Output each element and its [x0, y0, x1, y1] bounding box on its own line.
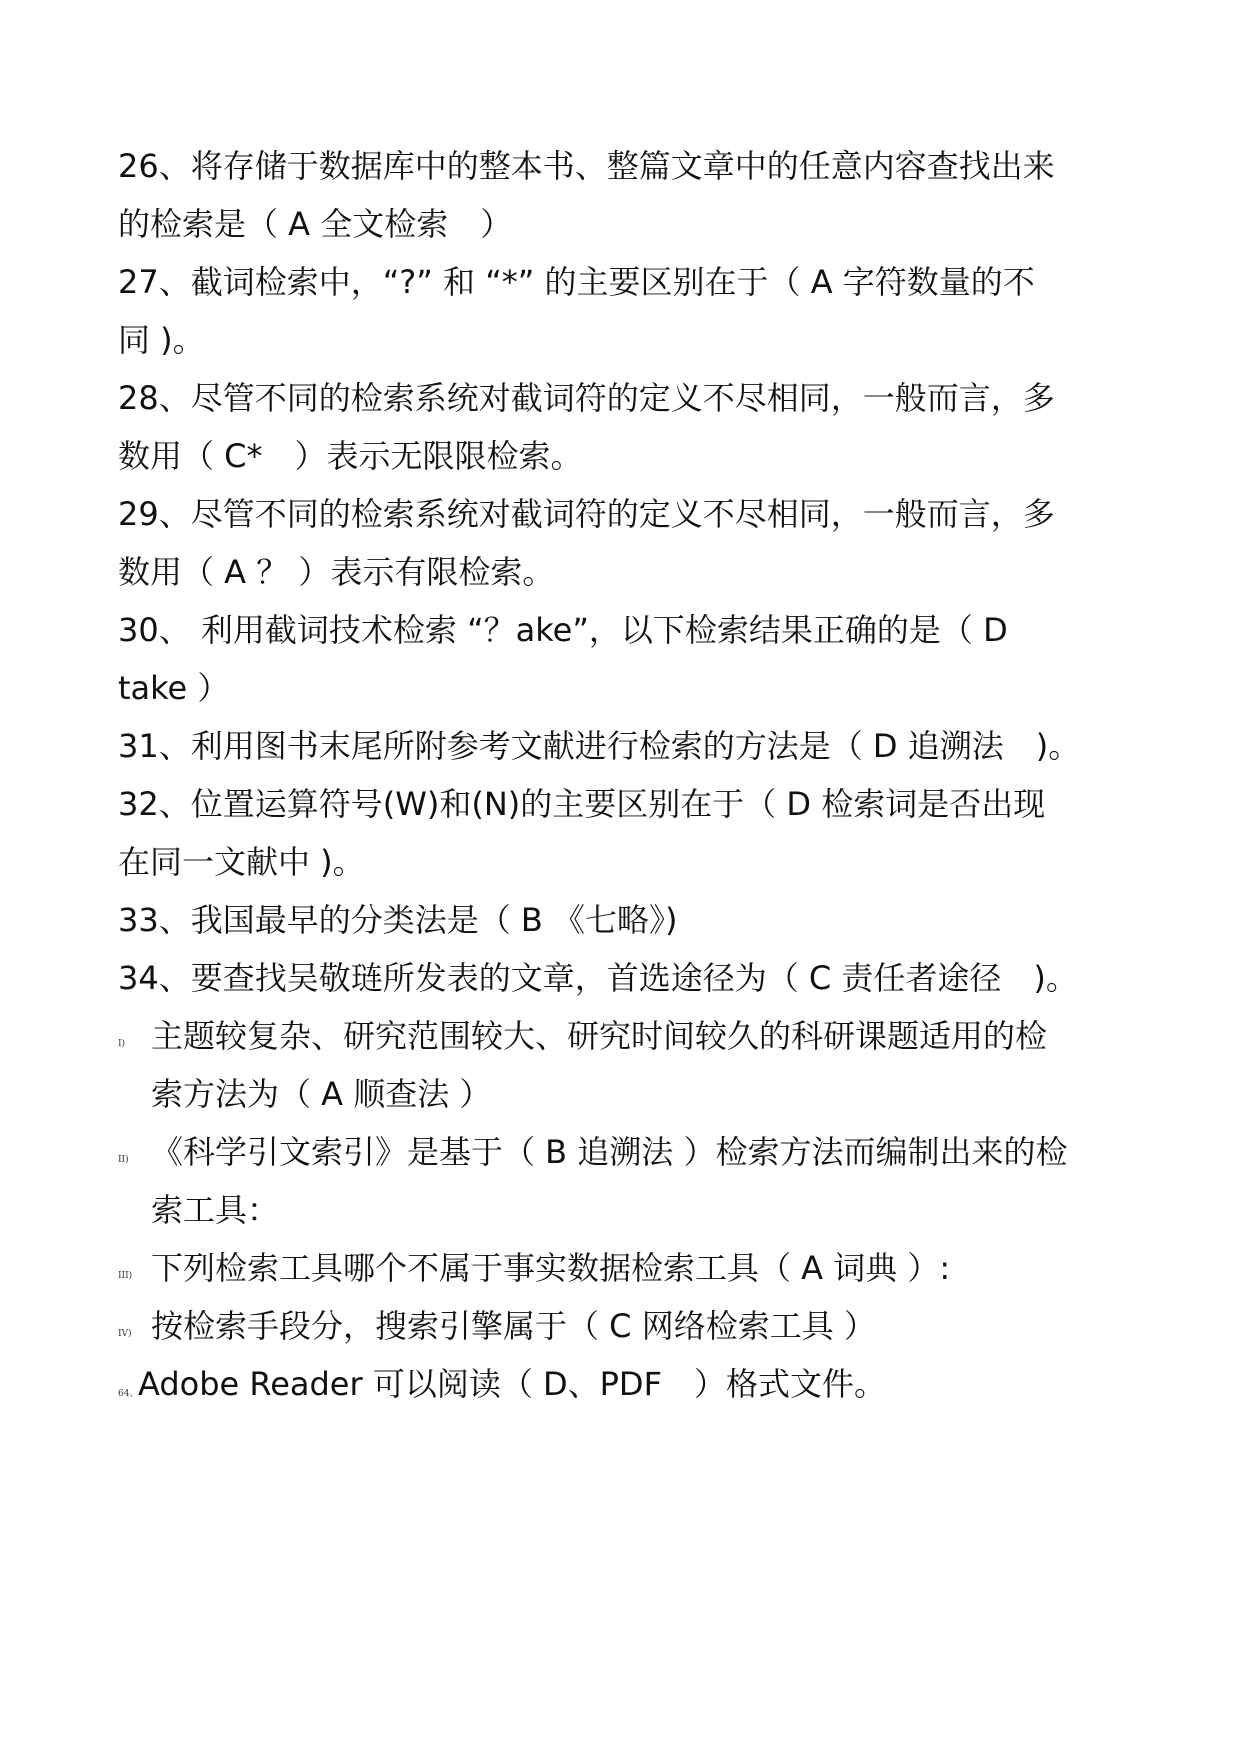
text-line: 在同一文献中 )。 — [118, 843, 365, 881]
list-item-line: 《科学引文索引》是基于（ B 追溯法 ）检索方法而编制出来的检 — [151, 1133, 1068, 1171]
text-line: 数用（ A ？ ）表示有限检索。 — [118, 553, 555, 591]
list-marker: IV) — [118, 1329, 132, 1339]
text-line: take ） — [118, 669, 230, 707]
text-line: 33、我国最早的分类法是（ B 《七略》) — [118, 901, 678, 939]
text-line: 32、位置运算符号(W)和(N)的主要区别在于（ D 检索词是否出现 — [118, 785, 1046, 823]
text-line: 31、利用图书末尾所附参考文献进行检索的方法是（ D 追溯法 )。 — [118, 727, 1081, 765]
text-line: 同 )。 — [118, 321, 205, 359]
item-number-marker: 64、 — [118, 1389, 139, 1399]
text-line: Adobe Reader 可以阅读（ D、PDF ）格式文件。 — [138, 1365, 886, 1403]
list-item-line: 索工具： — [151, 1191, 280, 1229]
list-marker: I) — [118, 1039, 126, 1049]
text-line: 26、将存储于数据库中的整本书、整篇文章中的任意内容查找出来 — [118, 147, 1055, 185]
list-item-line: 按检索手段分，搜索引擎属于（ C 网络检索工具 ） — [151, 1307, 876, 1345]
text-line: 数用（ C* ）表示无限限检索。 — [118, 437, 583, 475]
text-line: 34、要查找吴敬琏所发表的文章，首选途径为（ C 责任者途径 )。 — [118, 959, 1078, 997]
text-line: 29、尽管不同的检索系统对截词符的定义不尽相同，一般而言，多 — [118, 495, 1055, 533]
text-line: 28、尽管不同的检索系统对截词符的定义不尽相同，一般而言，多 — [118, 379, 1055, 417]
list-marker: III) — [118, 1271, 133, 1281]
text-line: 30、 利用截词技术检索 “？ake”，以下检索结果正确的是（ D — [118, 611, 1008, 649]
list-marker: II) — [118, 1155, 129, 1165]
list-item-line: 索方法为（ A 顺查法 ） — [151, 1075, 492, 1113]
text-line: 27、截词检索中，“?” 和 “*” 的主要区别在于（ A 字符数量的不 — [118, 263, 1035, 301]
list-item-line: 主题较复杂、研究范围较大、研究时间较久的科研课题适用的检 — [151, 1017, 1048, 1055]
text-line: 的检索是（ A 全文检索 ） — [118, 205, 513, 243]
list-item-line: 下列检索工具哪个不属于事实数据检索工具（ A 词典 ）: — [151, 1249, 951, 1287]
